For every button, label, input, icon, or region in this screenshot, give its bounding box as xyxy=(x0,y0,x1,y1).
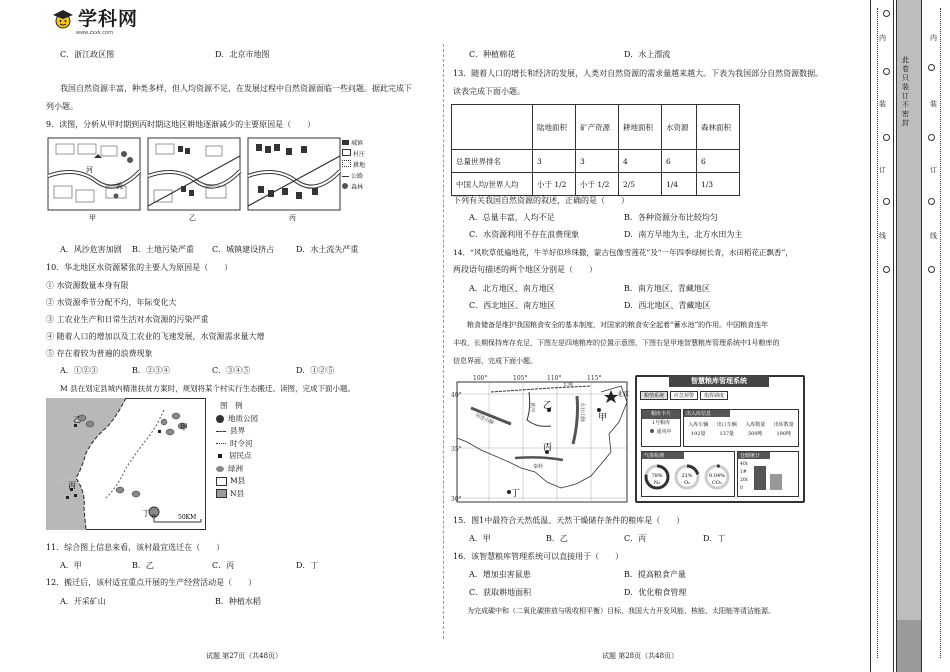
place-bing: 丙 xyxy=(68,481,76,490)
q14-stem-cont: 两段语句描述的两个地区分别是（ ） xyxy=(453,265,597,274)
q12-option-d[interactable]: D．水上漂流 xyxy=(624,50,671,59)
table-cell: 小于 1/2 xyxy=(533,173,576,196)
place-yi-2: 乙 xyxy=(543,401,553,411)
stat-out-trucks: 出口车辆 137量 xyxy=(716,422,737,437)
q13-option-d[interactable]: D．南方早地为主，北方水田为主 xyxy=(624,230,743,239)
panel-jia xyxy=(48,138,140,210)
place-ding-2: 丁 xyxy=(511,489,521,499)
q12-option-a[interactable]: A．开采矿山 xyxy=(60,597,106,606)
q11-option-d[interactable]: D．丁 xyxy=(296,561,319,570)
table-cell: 中国人均/世界人均 xyxy=(452,173,533,196)
q14-option-d[interactable]: D．西北地区、青藏地区 xyxy=(624,301,711,310)
intro-resources: 我国自然资源丰富，种类多样，但人均资源不足，在发展过程中自然资源面临一些问题。据此完成下 xyxy=(60,84,412,93)
lon-115: 115° xyxy=(587,375,602,382)
panel-bing xyxy=(248,138,340,210)
q9-option-b[interactable]: B．土地污染严重 xyxy=(132,245,194,254)
q9-stem: 9．读图，分析从甲时期到丙时期这地区耕地逐渐减少的主要原因是（ ） xyxy=(46,120,316,129)
table-row xyxy=(452,150,740,173)
table-header-cell: 森林面积 xyxy=(697,105,740,150)
stat-in-amount: 入库数量 500吨 xyxy=(745,422,766,437)
county-map xyxy=(46,398,206,530)
strip1-char-3: 订 xyxy=(879,166,886,174)
legend-geopark: 地质公园 xyxy=(216,413,258,426)
legend-town: 城镇 xyxy=(342,138,365,149)
gas-title: 气体检测 xyxy=(642,452,684,459)
q11-option-a[interactable]: A．甲 xyxy=(60,561,82,570)
panel-label-jia: 甲 xyxy=(89,214,96,222)
place-jia-2: 甲 xyxy=(598,413,608,423)
legend-village: 村庄 xyxy=(342,149,365,160)
panel-tabs xyxy=(640,391,728,400)
table-cell: 4 xyxy=(619,150,662,173)
place-bing-2: 丙 xyxy=(543,443,553,453)
tab-dispatch[interactable]: 指挥调度 xyxy=(700,391,728,400)
inout-stats xyxy=(684,421,798,439)
table-cell: 1/4 xyxy=(662,173,697,196)
binding-strip-notice xyxy=(896,0,922,672)
q15-option-c[interactable]: C．丙 xyxy=(624,534,647,543)
feature-great-wall: 长城 xyxy=(563,382,574,388)
strip1-char-2: 装 xyxy=(879,100,886,108)
place-ding: 丁 xyxy=(142,509,150,518)
strip3-char-4: 线 xyxy=(930,232,937,240)
feature-qilian: 祁连山脉 xyxy=(474,412,495,427)
card-status: 通风中 xyxy=(642,428,680,437)
gas-detection xyxy=(641,451,735,497)
legend-m-county: M县 xyxy=(216,475,258,488)
binding-notice: 此卷只装订不密封 xyxy=(902,56,909,127)
card-granary: 1号粮库 xyxy=(651,420,671,426)
q15-option-a[interactable]: A．甲 xyxy=(469,534,491,543)
lon-105: 105° xyxy=(513,375,528,382)
panel-label-bing: 丙 xyxy=(289,214,296,222)
q9-option-d[interactable]: D．水土流失严重 xyxy=(296,245,359,254)
q16-option-d[interactable]: D．优化粮食管理 xyxy=(624,588,687,597)
legend-n-county: N县 xyxy=(216,488,258,501)
tab-emergency[interactable]: 应急预警 xyxy=(670,391,698,400)
intro-grain-storage-2: 丰收，长期保持库存充足，下图左是四地粮库的位置示意图，下图右是甲地智慧粮库管理系统中1号粮库的 xyxy=(453,339,780,347)
strip1-char-1: 内 xyxy=(879,34,886,42)
table-header-cell xyxy=(452,105,533,150)
place-beijing: 北京 xyxy=(617,391,630,398)
tab-grain-system[interactable]: 粮情系统 xyxy=(640,391,668,400)
panel-yi xyxy=(148,138,240,210)
lat-35: 35° xyxy=(451,446,462,453)
footer-left: 试题 第27页（共48页） xyxy=(206,652,283,660)
q9-option-c[interactable]: C．城镇建设挤占 xyxy=(212,245,275,254)
table-cell: 2/5 xyxy=(619,173,662,196)
q16-option-a[interactable]: A．增加虫害鼠患 xyxy=(469,570,531,579)
q15-option-b[interactable]: B．乙 xyxy=(546,534,568,543)
legend-title: 图 例 xyxy=(220,401,243,410)
table-cell: 1/3 xyxy=(697,173,740,196)
gauge-label: O₂ xyxy=(683,480,691,486)
gauge-label: N₂ xyxy=(653,480,661,486)
q13-stem: 13．随着人口的增长和经济的发展，人类对自然资源的需求量越来越大。下表为我国部分自然资源数据。 xyxy=(453,69,824,78)
q13-option-a[interactable]: A．总量丰富，人均不足 xyxy=(469,213,555,222)
q10-option-c[interactable]: C．③④⑤ xyxy=(212,366,251,375)
smart-granary-panel xyxy=(635,375,805,503)
q16-stem: 16．该智慧粮库管理系统可以直接用于（ ） xyxy=(453,552,624,561)
lat-30: 30° xyxy=(451,496,462,503)
feature-yellow-river: 黄河 xyxy=(529,402,535,413)
table-cell: 3 xyxy=(533,150,576,173)
legend-seasonal-river: 时令河 xyxy=(216,438,258,451)
card-title: 粮库卡片 xyxy=(642,410,680,419)
scale-zero: 0 xyxy=(152,514,156,521)
q9-option-a[interactable]: A．风沙危害加剧 xyxy=(60,245,122,254)
strip3-char-3: 订 xyxy=(930,166,937,174)
river-word-1: 河 xyxy=(86,166,93,174)
place-jia: 甲 xyxy=(180,423,188,432)
q12-option-b[interactable]: B．种植水稻 xyxy=(215,597,261,606)
legend-county-border: 县界 xyxy=(216,425,258,438)
scale-label: 50KM xyxy=(178,514,197,521)
q14-option-b[interactable]: B．南方地区、青藏地区 xyxy=(624,284,710,293)
q13-option-c[interactable]: C．水资源利用不存在浪费现象 xyxy=(469,230,580,239)
gauge-label: CO₂ xyxy=(712,480,722,486)
q12-option-c[interactable]: C．种植棉花 xyxy=(469,50,516,59)
strip1-char-4: 线 xyxy=(879,232,886,240)
lon-100: 100° xyxy=(473,375,488,382)
table-header-cell: 矿产资源 xyxy=(576,105,619,150)
table-cell: 3 xyxy=(576,150,619,173)
column-divider xyxy=(443,44,444,639)
q10-option-a[interactable]: A．①②③ xyxy=(60,366,98,375)
logo-url: www.zxxk.com xyxy=(76,30,114,36)
table-header-cell: 耕地面积 xyxy=(619,105,662,150)
q16-option-b[interactable]: B．提高粮食产量 xyxy=(624,570,686,579)
gauge-value: 0.04% xyxy=(709,473,725,479)
q15-stem: 15．图1中最符合天然低温、天然干燥储存条件的粮库是（ ） xyxy=(453,516,685,525)
store-title: 仓储统计 xyxy=(738,452,770,459)
intro-grain-storage: 粮食储备是维护我国粮食安全的基本制度，对国家的粮食安全起着“蓄水池”的作用。中国粮食连年 xyxy=(467,321,769,329)
store-bar xyxy=(770,474,782,490)
stat-out-amount: 出库数量 190吨 xyxy=(773,422,794,437)
binding-strip-inner xyxy=(924,0,950,672)
gas-gauges xyxy=(642,459,732,495)
q10-stem: 10．华北地区水资源紧张的主要人为原因是（ ） xyxy=(46,263,233,272)
resource-table xyxy=(451,104,740,196)
panel-title: 智慧粮库管理系统 xyxy=(669,375,769,387)
table-header-cell: 水资源 xyxy=(662,105,697,150)
q15-option-d[interactable]: D．丁 xyxy=(703,534,726,543)
table-cell: 6 xyxy=(697,150,740,173)
q9-legend xyxy=(342,138,365,193)
feature-qinling: 秦岭 xyxy=(533,464,544,470)
table-cell: 6 xyxy=(662,150,697,173)
logo xyxy=(52,8,138,30)
q11-option-c[interactable]: C．丙 xyxy=(212,561,235,570)
store-bar xyxy=(754,466,766,490)
lat-40: 40° xyxy=(451,392,462,399)
granary-location-map xyxy=(451,372,631,504)
status-dot-icon xyxy=(650,429,654,433)
table-row xyxy=(452,173,740,196)
q11-option-b[interactable]: B．乙 xyxy=(132,561,154,570)
q13-stem-cont: 读表完成下面小题。 xyxy=(453,87,525,96)
intro-grain-storage-3: 信息界面，完成下面小题。 xyxy=(453,357,537,365)
feature-taihang: 太行山脉 xyxy=(579,402,585,423)
table-cell: 总量世界排名 xyxy=(452,150,533,173)
granary-card xyxy=(641,409,681,447)
gauge-value: 78% xyxy=(651,473,663,479)
inout-info xyxy=(683,409,799,447)
q8-option-c[interactable]: C．浙江政区图 xyxy=(60,50,115,59)
q14-option-a[interactable]: A．北方地区、南方地区 xyxy=(469,284,555,293)
lon-110: 110° xyxy=(547,375,562,382)
q10-item-5: ⑤ 存在着较为普遍的浪费现象 xyxy=(46,349,153,358)
inout-title: 出入库信息 xyxy=(684,410,730,417)
q14-stem: 14．“风吹草低遍地花，牛羊好似珍珠撒，蒙古包像雪莲花”及“一年四季绿树长青，水田稻花正飘香”， xyxy=(453,248,793,257)
panel-label-yi: 乙 xyxy=(189,214,196,222)
q16-option-c[interactable]: C．获取耕地面积 xyxy=(469,588,532,597)
q8-option-d[interactable]: D．北京市地图 xyxy=(215,50,270,59)
q11-stem: 11．综合图上信息来看，该村最宜选迁在（ ） xyxy=(46,543,225,552)
q12-stem: 12．搬迁后，该村适宜重点开展的生产经营活动是（ ） xyxy=(46,578,257,587)
intro-carbon: 为完成碳中和（二氧化碳排放与吸收相平衡）目标，我国大力开发风能、核能、太阳能等清洁能源。 xyxy=(467,607,775,615)
binding-margin xyxy=(870,0,950,672)
q14-option-c[interactable]: C．西北地区、南方地区 xyxy=(469,301,556,310)
q10-option-b[interactable]: B．②③④ xyxy=(132,366,170,375)
mortarboard-icon xyxy=(52,8,74,30)
river-word-2: 流 xyxy=(116,182,123,190)
legend-forest: 森林 xyxy=(342,182,365,193)
legend-settlement: 居民点 xyxy=(216,450,258,463)
table-cell: 小于 1/2 xyxy=(576,173,619,196)
county-map-legend xyxy=(216,400,258,500)
footer-right: 试题 第28页（共48页） xyxy=(602,652,679,660)
gauge-value: 21% xyxy=(681,473,693,479)
q10-item-2: ② 水资源季节分配不均，年际变化大 xyxy=(46,298,177,307)
q13-question: 下列有关我国自然资源的叙述，正确的是（ ） xyxy=(453,196,629,205)
intro-county-relocation: M 县在划定县城内精准扶贫方案时，规划将某个村实行生态搬迁。读图，完成下面小题。 xyxy=(60,384,356,393)
q10-item-4: ④ 随着人口的增加以及工农业的飞速发展，水资源需求量大增 xyxy=(46,332,265,341)
legend-farmland: 耕地 xyxy=(342,160,365,171)
legend-road: 公路 xyxy=(342,171,365,182)
table-header-cell: 陆地面积 xyxy=(533,105,576,150)
q13-option-b[interactable]: B．各种资源分布比较均匀 xyxy=(624,213,718,222)
logo-name: 学科网 xyxy=(78,8,139,30)
place-yi: 乙 xyxy=(73,415,81,424)
q10-item-1: ① 水资源数量本身有限 xyxy=(46,281,129,290)
store-axis: 40t 1# 20t 0 xyxy=(740,462,748,491)
strip3-char-2: 装 xyxy=(930,100,937,108)
q10-option-d[interactable]: D．①②⑤ xyxy=(296,366,335,375)
table-header-row xyxy=(452,105,740,150)
legend-oasis: 绿洲 xyxy=(216,463,258,476)
stat-in-trucks: 入库车辆 192量 xyxy=(688,422,709,437)
strip3-char-1: 内 xyxy=(930,34,937,42)
storage-stats xyxy=(737,451,799,497)
q10-item-3: ③ 工农业生产和日常生活对水资源的污染严重 xyxy=(46,315,209,324)
intro-resources-cont: 列小题。 xyxy=(46,102,78,111)
binding-strip-outer xyxy=(870,0,894,672)
q9-land-use-figure xyxy=(46,136,351,224)
